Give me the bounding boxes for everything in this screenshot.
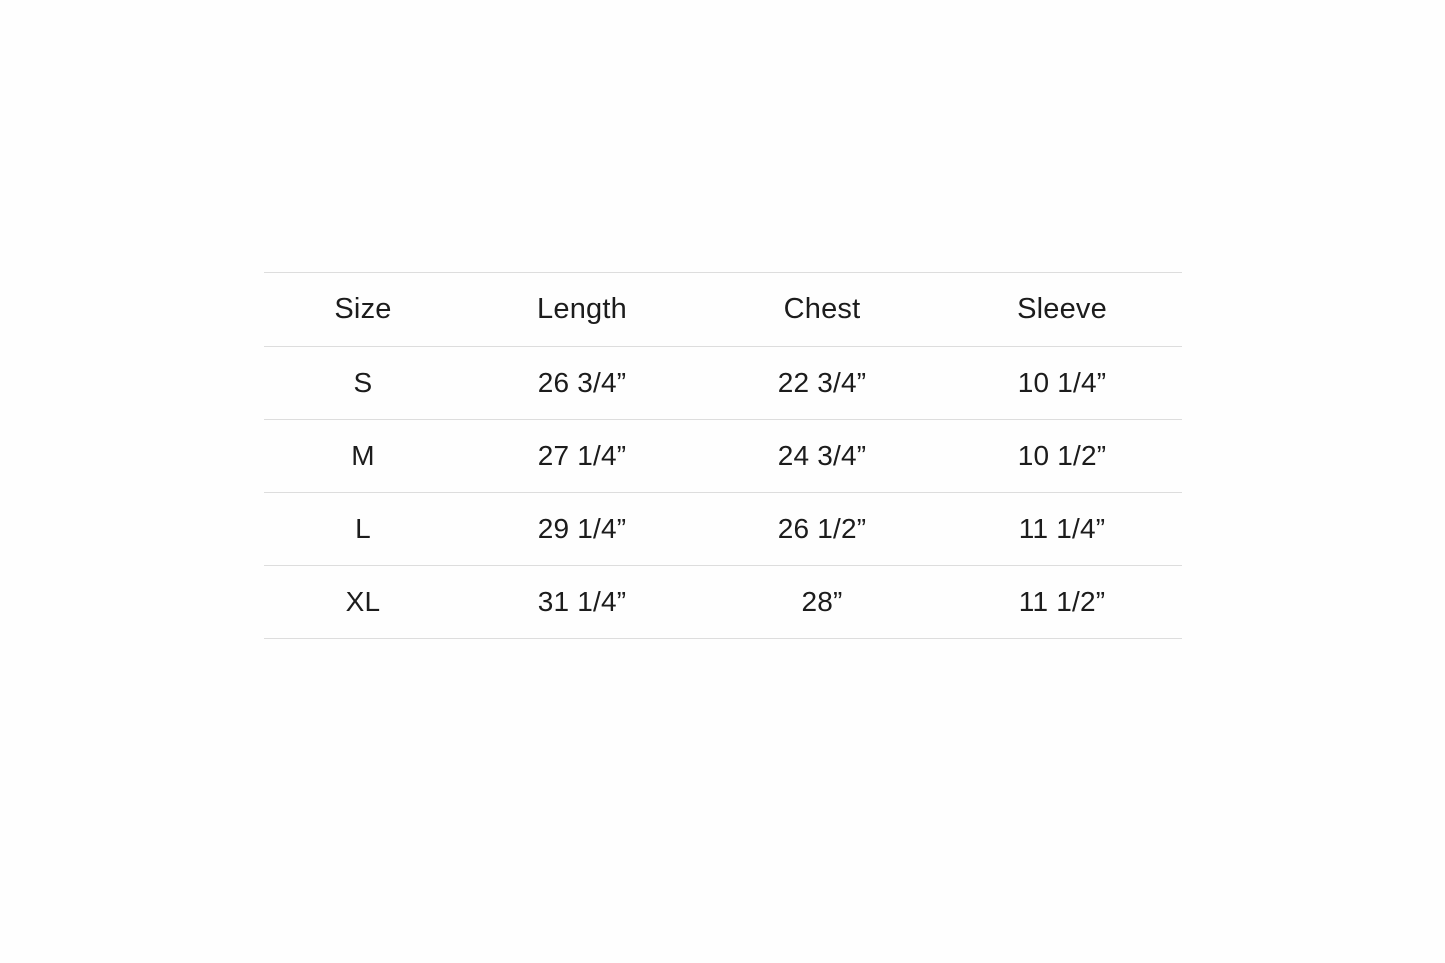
table-row xyxy=(264,347,1182,420)
cell-size xyxy=(264,566,462,639)
table-row xyxy=(264,566,1182,639)
cell-size xyxy=(264,420,462,493)
column-header-length-label: Length xyxy=(537,293,627,325)
cell-length-value: 31 1/4” xyxy=(537,586,627,617)
cell-size xyxy=(264,493,462,566)
column-header-length xyxy=(462,273,702,347)
cell-length xyxy=(462,420,702,493)
cell-length xyxy=(462,493,702,566)
cell-length-value: 29 1/4” xyxy=(537,513,627,544)
size-chart-container xyxy=(264,272,1182,639)
table-row xyxy=(264,420,1182,493)
cell-sleeve-value: 10 1/2” xyxy=(1017,440,1107,471)
cell-length-value: 27 1/4” xyxy=(537,440,627,471)
cell-sleeve xyxy=(942,566,1182,639)
cell-sleeve-value: 11 1/2” xyxy=(1018,586,1106,617)
cell-sleeve xyxy=(942,347,1182,420)
column-header-chest-label: Chest xyxy=(783,293,861,325)
cell-length xyxy=(462,566,702,639)
column-header-sleeve-label: Sleeve xyxy=(1017,293,1107,325)
cell-size-value: S xyxy=(353,367,373,398)
column-header-sleeve xyxy=(942,273,1182,347)
cell-size-value: M xyxy=(351,440,375,471)
size-chart-table xyxy=(264,272,1182,639)
column-header-chest xyxy=(702,273,942,347)
cell-sleeve xyxy=(942,493,1182,566)
column-header-size xyxy=(264,273,462,347)
cell-chest xyxy=(702,493,942,566)
cell-sleeve-value: 11 1/4” xyxy=(1018,513,1106,544)
cell-chest-value: 28” xyxy=(801,586,843,617)
cell-chest xyxy=(702,347,942,420)
cell-chest-value: 22 3/4” xyxy=(777,367,867,398)
cell-chest xyxy=(702,420,942,493)
size-chart-body xyxy=(264,347,1182,639)
column-header-size-label: Size xyxy=(334,293,392,325)
size-chart-header xyxy=(264,273,1182,347)
cell-size xyxy=(264,347,462,420)
cell-sleeve xyxy=(942,420,1182,493)
cell-length-value: 26 3/4” xyxy=(537,367,627,398)
cell-chest xyxy=(702,566,942,639)
cell-size-value: L xyxy=(355,513,371,544)
table-header-row xyxy=(264,273,1182,347)
table-row xyxy=(264,493,1182,566)
cell-length xyxy=(462,347,702,420)
cell-chest-value: 24 3/4” xyxy=(777,440,867,471)
cell-size-value: XL xyxy=(345,586,381,617)
cell-chest-value: 26 1/2” xyxy=(777,513,867,544)
cell-sleeve-value: 10 1/4” xyxy=(1017,367,1107,398)
